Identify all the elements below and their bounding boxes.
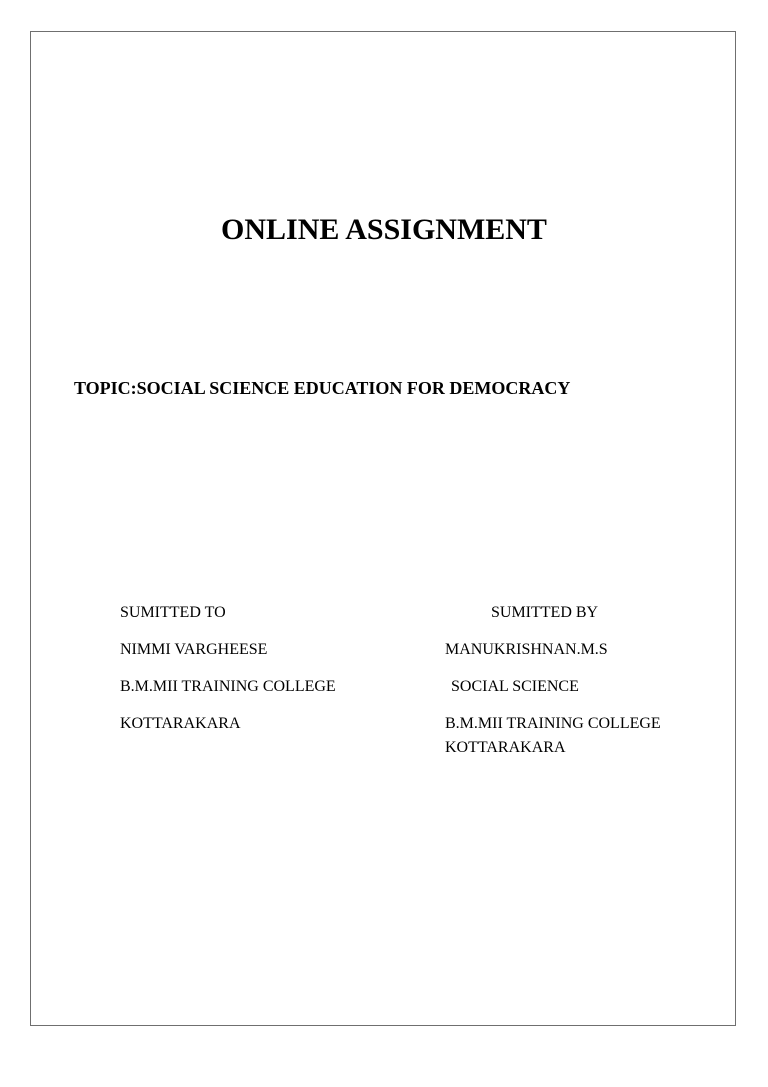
- submitted-to-institution: B.M.MII TRAINING COLLEGE: [120, 678, 336, 695]
- page-border: [30, 31, 736, 1026]
- submitted-by-heading: SUMITTED BY: [491, 604, 599, 621]
- submitted-to-place: KOTTARAKARA: [120, 715, 241, 732]
- submitted-to-name: NIMMI VARGHEESE: [120, 641, 268, 658]
- document-topic: TOPIC:SOCIAL SCIENCE EDUCATION FOR DEMOCRACY: [74, 378, 571, 398]
- submitted-by-subject: SOCIAL SCIENCE: [451, 678, 579, 695]
- document-title: ONLINE ASSIGNMENT: [221, 213, 547, 246]
- submitted-by-place: KOTTARAKARA: [445, 739, 566, 756]
- submitted-by-institution: B.M.MII TRAINING COLLEGE: [445, 715, 661, 732]
- submitted-to-heading: SUMITTED TO: [120, 604, 226, 621]
- submitted-by-name: MANUKRISHNAN.M.S: [445, 641, 608, 658]
